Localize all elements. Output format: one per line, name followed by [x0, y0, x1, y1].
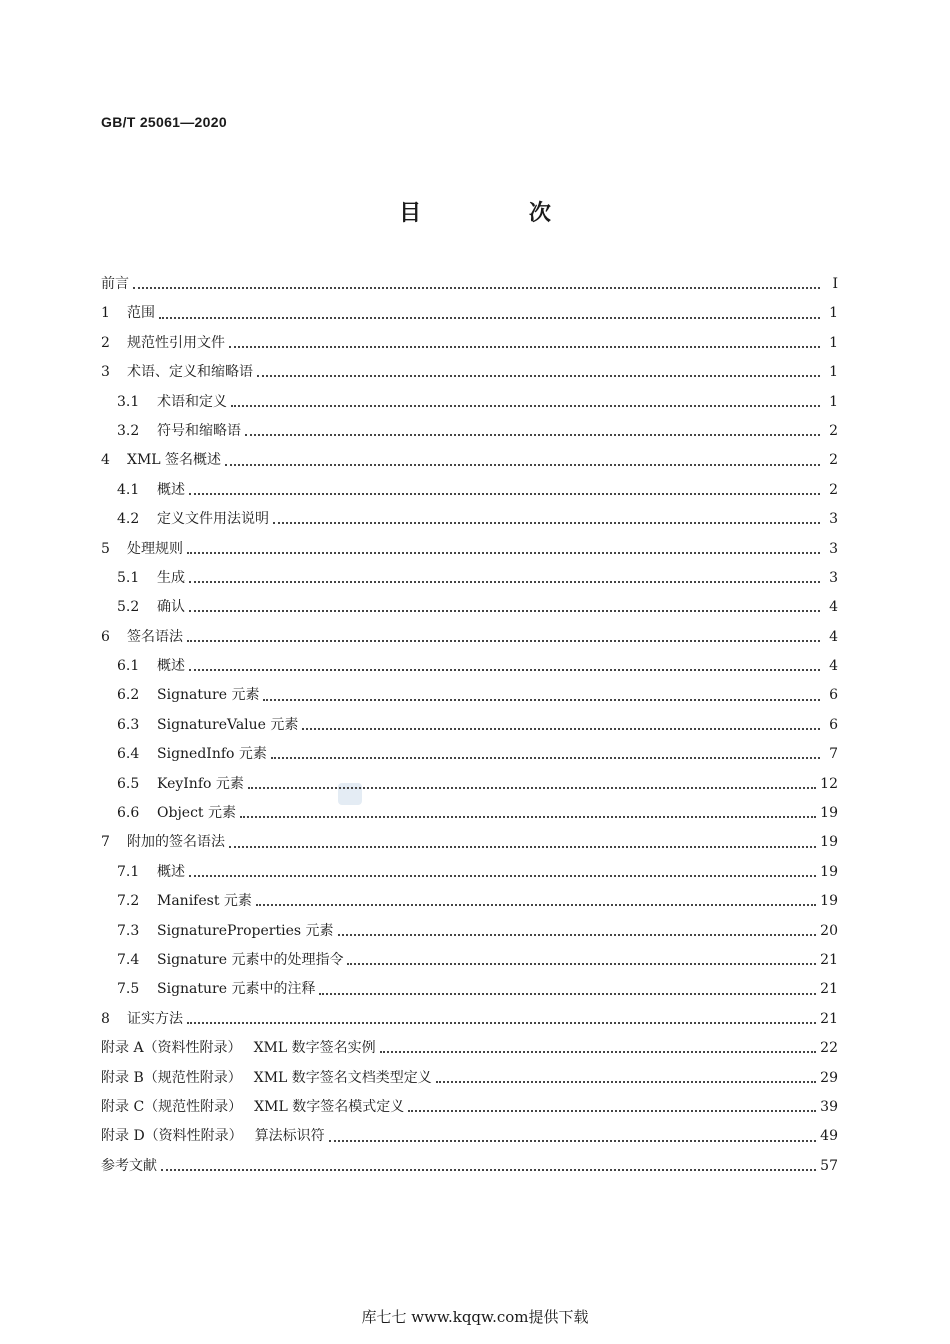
toc-entry-title: 算法标识符 — [254, 1128, 325, 1145]
table-of-contents — [101, 270, 838, 1181]
toc-entry-label — [101, 1064, 432, 1093]
toc-entry-number: 8 — [101, 1010, 110, 1027]
toc-entry-label — [117, 652, 185, 681]
toc-entry-page: 4 — [829, 599, 838, 616]
toc-entry[interactable] — [101, 270, 838, 299]
toc-dot-leader — [263, 698, 820, 701]
toc-entry-page: 1 — [829, 393, 838, 410]
toc-dot-leader — [347, 962, 816, 965]
toc-entry-number: 5 — [101, 540, 110, 557]
toc-entry-label — [117, 975, 315, 1004]
toc-entry[interactable] — [101, 1034, 838, 1063]
toc-entry-title: XML 签名概述 — [127, 452, 222, 469]
toc-dot-leader — [189, 580, 820, 583]
toc-dot-leader — [225, 463, 820, 466]
toc-entry-number: 附录 C（规范性附录） — [101, 1098, 243, 1115]
toc-entry-page: 19 — [820, 893, 838, 910]
toc-entry-label — [117, 505, 269, 534]
toc-entry[interactable] — [101, 446, 838, 475]
toc-entry[interactable] — [101, 417, 838, 446]
toc-entry-title: XML 数字签名模式定义 — [254, 1098, 405, 1115]
toc-entry[interactable] — [101, 1122, 838, 1151]
toc-entry[interactable] — [101, 476, 838, 505]
toc-entry-number: 2 — [101, 334, 110, 351]
toc-entry-title: 术语、定义和缩略语 — [127, 364, 253, 381]
toc-entry-title: 签名语法 — [127, 628, 183, 645]
toc-entry[interactable] — [101, 975, 838, 1004]
toc-entry-title: SignatureProperties 元素 — [157, 922, 334, 939]
toc-entry-title: 证实方法 — [127, 1010, 183, 1027]
toc-entry-page: 3 — [829, 511, 838, 528]
toc-entry-label — [101, 1093, 404, 1122]
toc-entry-number: 4 — [101, 452, 110, 469]
toc-dot-leader — [271, 756, 820, 759]
toc-entry-title: 生成 — [157, 569, 185, 586]
toc-entry-number: 附录 B（规范性附录） — [101, 1069, 242, 1086]
toc-entry-page: 21 — [820, 981, 838, 998]
toc-entry-page: 19 — [820, 834, 838, 851]
toc-entry[interactable] — [101, 535, 838, 564]
toc-entry-number: 7.4 — [117, 951, 140, 968]
toc-entry[interactable] — [101, 740, 838, 769]
toc-dot-leader — [329, 1139, 816, 1142]
toc-entry-number: 7.2 — [117, 893, 140, 910]
toc-entry-title: XML 数字签名文档类型定义 — [253, 1069, 432, 1086]
toc-dot-leader — [248, 786, 816, 789]
toc-dot-leader — [338, 933, 817, 936]
toc-entry-number: 6.4 — [117, 746, 140, 763]
toc-entry[interactable] — [101, 329, 838, 358]
toc-entry-title: XML 数字签名实例 — [253, 1040, 376, 1057]
toc-entry-page: 1 — [829, 334, 838, 351]
toc-entry-label — [117, 476, 185, 505]
toc-entry-page: Ⅰ — [832, 276, 838, 292]
toc-entry-page: 2 — [829, 481, 838, 498]
toc-entry[interactable] — [101, 917, 838, 946]
toc-entry-label — [117, 858, 185, 887]
footer-download-note: 库七七 www.kqqw.com提供下载 — [361, 1308, 589, 1326]
toc-entry-number: 6.1 — [117, 658, 140, 675]
toc-entry-number: 7.3 — [117, 922, 140, 939]
toc-entry-page: 19 — [820, 805, 838, 822]
toc-entry-label — [101, 1034, 376, 1063]
toc-entry-number: 3.1 — [117, 393, 140, 410]
toc-entry-page: 2 — [829, 452, 838, 469]
toc-entry-label — [101, 446, 221, 475]
toc-entry-label — [101, 329, 225, 358]
toc-entry-title: Signature 元素中的处理指令 — [157, 951, 344, 968]
toc-entry-label — [117, 681, 259, 710]
toc-entry-title: 范围 — [127, 305, 155, 322]
toc-entry-title: KeyInfo 元素 — [157, 775, 244, 792]
toc-entry[interactable] — [101, 1005, 838, 1034]
toc-entry-number: 1 — [101, 305, 110, 322]
toc-entry-label — [101, 1122, 325, 1151]
toc-entry-title: Signature 元素中的注释 — [157, 981, 316, 998]
toc-entry-title: 定义文件用法说明 — [157, 511, 269, 528]
toc-entry-page: 3 — [829, 569, 838, 586]
toc-entry-page: 4 — [829, 658, 838, 675]
toc-dot-leader — [257, 374, 820, 377]
toc-entry[interactable] — [101, 1152, 838, 1181]
toc-dot-leader — [133, 286, 820, 289]
toc-entry-title: SignatureValue 元素 — [157, 716, 299, 733]
toc-entry-page: 2 — [829, 422, 838, 439]
toc-entry-number: 7.1 — [117, 863, 140, 880]
toc-entry-number: 6 — [101, 628, 110, 645]
toc-entry-label — [117, 711, 298, 740]
toc-entry-title: 概述 — [157, 658, 185, 675]
toc-entry[interactable] — [101, 681, 838, 710]
toc-dot-leader — [229, 845, 816, 848]
toc-dot-leader — [229, 345, 820, 348]
toc-entry[interactable] — [101, 770, 838, 799]
toc-entry[interactable] — [101, 652, 838, 681]
toc-entry-label — [101, 1005, 183, 1034]
toc-entry-label — [117, 799, 236, 828]
toc-entry[interactable] — [101, 388, 838, 417]
toc-entry-label — [101, 270, 129, 299]
toc-dot-leader — [189, 492, 820, 495]
toc-entry-page: 7 — [829, 746, 838, 763]
toc-entry-number: 6.3 — [117, 716, 140, 733]
toc-dot-leader — [436, 1080, 816, 1083]
toc-dot-leader — [380, 1050, 817, 1053]
toc-dot-leader — [159, 316, 820, 319]
toc-entry-page: 20 — [820, 922, 838, 939]
toc-dot-leader — [187, 639, 820, 642]
toc-entry-number: 附录 D（资料性附录） — [101, 1128, 243, 1145]
toc-dot-leader — [256, 903, 816, 906]
toc-entry-title: 前言 — [101, 276, 129, 292]
toc-entry[interactable] — [101, 887, 838, 916]
toc-entry-page: 4 — [829, 628, 838, 645]
toc-entry-number: 附录 A（资料性附录） — [101, 1040, 242, 1057]
toc-entry-page: 3 — [829, 540, 838, 557]
toc-entry-page: 57 — [820, 1157, 838, 1174]
toc-entry[interactable] — [101, 1064, 838, 1093]
toc-entry[interactable] — [101, 593, 838, 622]
toc-entry-title: Object 元素 — [157, 805, 236, 822]
toc-entry-number: 6.5 — [117, 775, 140, 792]
toc-entry-number: 5.1 — [117, 569, 140, 586]
toc-entry[interactable] — [101, 858, 838, 887]
toc-entry-page: 12 — [820, 775, 838, 792]
toc-entry-title: 术语和定义 — [157, 393, 227, 410]
toc-entry-label — [101, 535, 183, 564]
toc-entry-label — [117, 770, 244, 799]
toc-entry-page: 49 — [820, 1128, 838, 1145]
toc-dot-leader — [240, 815, 816, 818]
toc-entry-label — [101, 1152, 157, 1181]
toc-entry-page: 21 — [820, 951, 838, 968]
toc-dot-leader — [302, 727, 820, 730]
page-title: 目 次 — [399, 201, 601, 226]
toc-entry-number: 7.5 — [117, 981, 140, 998]
toc-entry-number: 4.1 — [117, 481, 140, 498]
toc-dot-leader — [273, 521, 820, 524]
toc-entry-title: 附加的签名语法 — [127, 834, 225, 851]
toc-entry-page: 6 — [829, 687, 838, 704]
toc-entry-number: 5.2 — [117, 599, 140, 616]
toc-entry-title: 符号和缩略语 — [157, 422, 241, 439]
toc-entry-label — [117, 740, 267, 769]
toc-entry-page: 22 — [820, 1040, 838, 1057]
toc-entry[interactable] — [101, 828, 838, 857]
toc-entry-page: 1 — [829, 305, 838, 322]
toc-dot-leader — [245, 433, 820, 436]
toc-entry-label — [101, 623, 183, 652]
toc-dot-leader — [231, 404, 820, 407]
toc-dot-leader — [189, 609, 820, 612]
toc-entry-title: 概述 — [157, 481, 185, 498]
toc-dot-leader — [189, 668, 820, 671]
toc-entry-number: 6.6 — [117, 805, 140, 822]
toc-entry-title: Manifest 元素 — [157, 893, 252, 910]
toc-entry[interactable] — [101, 1093, 838, 1122]
toc-entry[interactable] — [101, 299, 838, 328]
toc-entry-label — [117, 593, 185, 622]
toc-entry[interactable] — [101, 799, 838, 828]
toc-dot-leader — [161, 1168, 816, 1171]
toc-dot-leader — [189, 874, 816, 877]
toc-entry-page: 29 — [820, 1069, 838, 1086]
toc-entry[interactable] — [101, 711, 838, 740]
toc-entry-page: 21 — [820, 1010, 838, 1027]
toc-entry-page: 1 — [829, 364, 838, 381]
toc-entry-page: 39 — [820, 1098, 838, 1115]
toc-entry-label — [117, 946, 343, 975]
toc-dot-leader — [187, 551, 820, 554]
toc-entry-title: 处理规则 — [127, 540, 183, 557]
toc-entry[interactable] — [101, 564, 838, 593]
toc-entry-label — [101, 358, 253, 387]
toc-entry-title: 规范性引用文件 — [127, 334, 225, 351]
toc-entry-label — [117, 917, 334, 946]
toc-dot-leader — [408, 1109, 816, 1112]
toc-entry-number: 7 — [101, 834, 110, 851]
toc-entry-number: 3.2 — [117, 422, 140, 439]
toc-entry-label — [117, 887, 252, 916]
toc-entry-label — [101, 299, 155, 328]
toc-entry-label — [117, 417, 241, 446]
toc-entry[interactable] — [101, 358, 838, 387]
toc-entry-title: 概述 — [157, 863, 185, 880]
toc-entry-number: 4.2 — [117, 511, 140, 528]
toc-entry-title: 参考文献 — [101, 1157, 157, 1174]
standard-code: GB/T 25061—2020 — [101, 114, 227, 130]
toc-entry-title: Signature 元素 — [157, 687, 260, 704]
toc-dot-leader — [319, 992, 816, 995]
toc-entry-page: 19 — [820, 863, 838, 880]
toc-entry[interactable] — [101, 946, 838, 975]
toc-entry-title: SignedInfo 元素 — [157, 746, 267, 763]
toc-entry-label — [101, 828, 225, 857]
toc-entry-page: 6 — [829, 716, 838, 733]
toc-entry-title: 确认 — [157, 599, 185, 616]
toc-entry-number: 6.2 — [117, 687, 140, 704]
toc-dot-leader — [187, 1021, 816, 1024]
toc-entry-number: 3 — [101, 364, 110, 381]
toc-entry[interactable] — [101, 623, 838, 652]
toc-entry-label — [117, 388, 227, 417]
toc-entry-label — [117, 564, 185, 593]
toc-entry[interactable] — [101, 505, 838, 534]
